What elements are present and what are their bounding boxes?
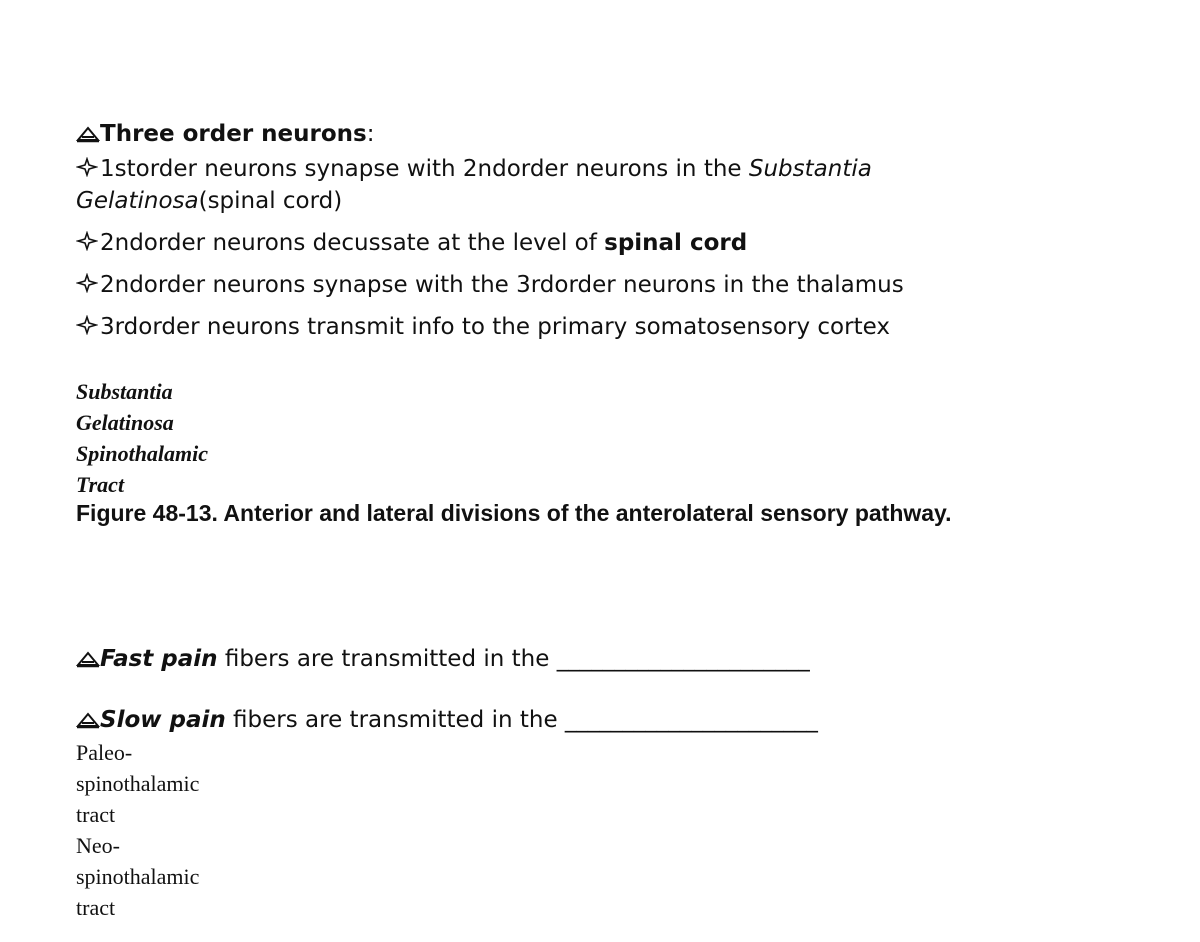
triangle-marker-icon (76, 706, 100, 726)
answer-labels (76, 737, 199, 923)
bullet-1-italic: Substantia (748, 156, 872, 182)
answer-label: spinothalamic (76, 864, 200, 889)
four-point-star-icon (76, 312, 98, 332)
list-item (76, 311, 904, 343)
heading-colon: : (366, 121, 375, 147)
triangle-marker-icon (76, 645, 100, 665)
section-heading (76, 119, 374, 149)
question-2-term: Slow pain (100, 707, 226, 733)
figure-label: Spinothalamic (76, 441, 209, 466)
bullet-2-text: 2ndorder neurons decussate at the level of (100, 230, 605, 256)
bullet-1-text: 1storder neurons synapse with 2ndorder neurons in the (100, 156, 749, 182)
bullet-3-text: 2ndorder neurons synapse with the 3rdorder neurons in the thalamus (100, 272, 904, 298)
bullet-1-line2-rest: (spinal cord) (198, 188, 343, 214)
four-point-star-icon (76, 154, 98, 174)
figure-caption: Figure 48-13. Anterior and lateral divisions of the anterolateral sensory pathway. (76, 500, 952, 526)
answer-label: tract (76, 895, 116, 920)
four-point-star-icon (76, 270, 98, 290)
figure-labels (76, 376, 208, 500)
figure-label: Tract (76, 472, 125, 497)
bullet-list (76, 153, 904, 343)
answer-label: tract (76, 802, 116, 827)
answer-blank: ______________________ (556, 646, 810, 672)
question-2-text: fibers are transmitted in the (225, 707, 565, 733)
list-item (76, 153, 904, 217)
four-point-star-icon (76, 228, 98, 248)
answer-label: spinothalamic (76, 771, 200, 796)
figure-label: Substantia (76, 379, 173, 404)
list-item (76, 227, 904, 259)
bullet-1-line2-italic: Gelatinosa (76, 188, 199, 214)
list-item (76, 269, 904, 301)
question-1-term: Fast pain (100, 646, 218, 672)
figure-label: Gelatinosa (76, 410, 174, 435)
bullet-4-text: 3rdorder neurons transmit info to the primary somatosensory cortex (100, 314, 890, 340)
question-fast-pain (76, 643, 810, 675)
bullet-2-bold: spinal cord (604, 230, 748, 256)
answer-blank: ______________________ (564, 707, 818, 733)
answer-label: Paleo- (76, 740, 133, 765)
answer-label: Neo- (76, 833, 120, 858)
question-slow-pain (76, 704, 818, 736)
triangle-marker-icon (76, 121, 100, 141)
heading-text: Three order neurons (100, 121, 367, 147)
question-1-text: fibers are transmitted in the (217, 646, 557, 672)
